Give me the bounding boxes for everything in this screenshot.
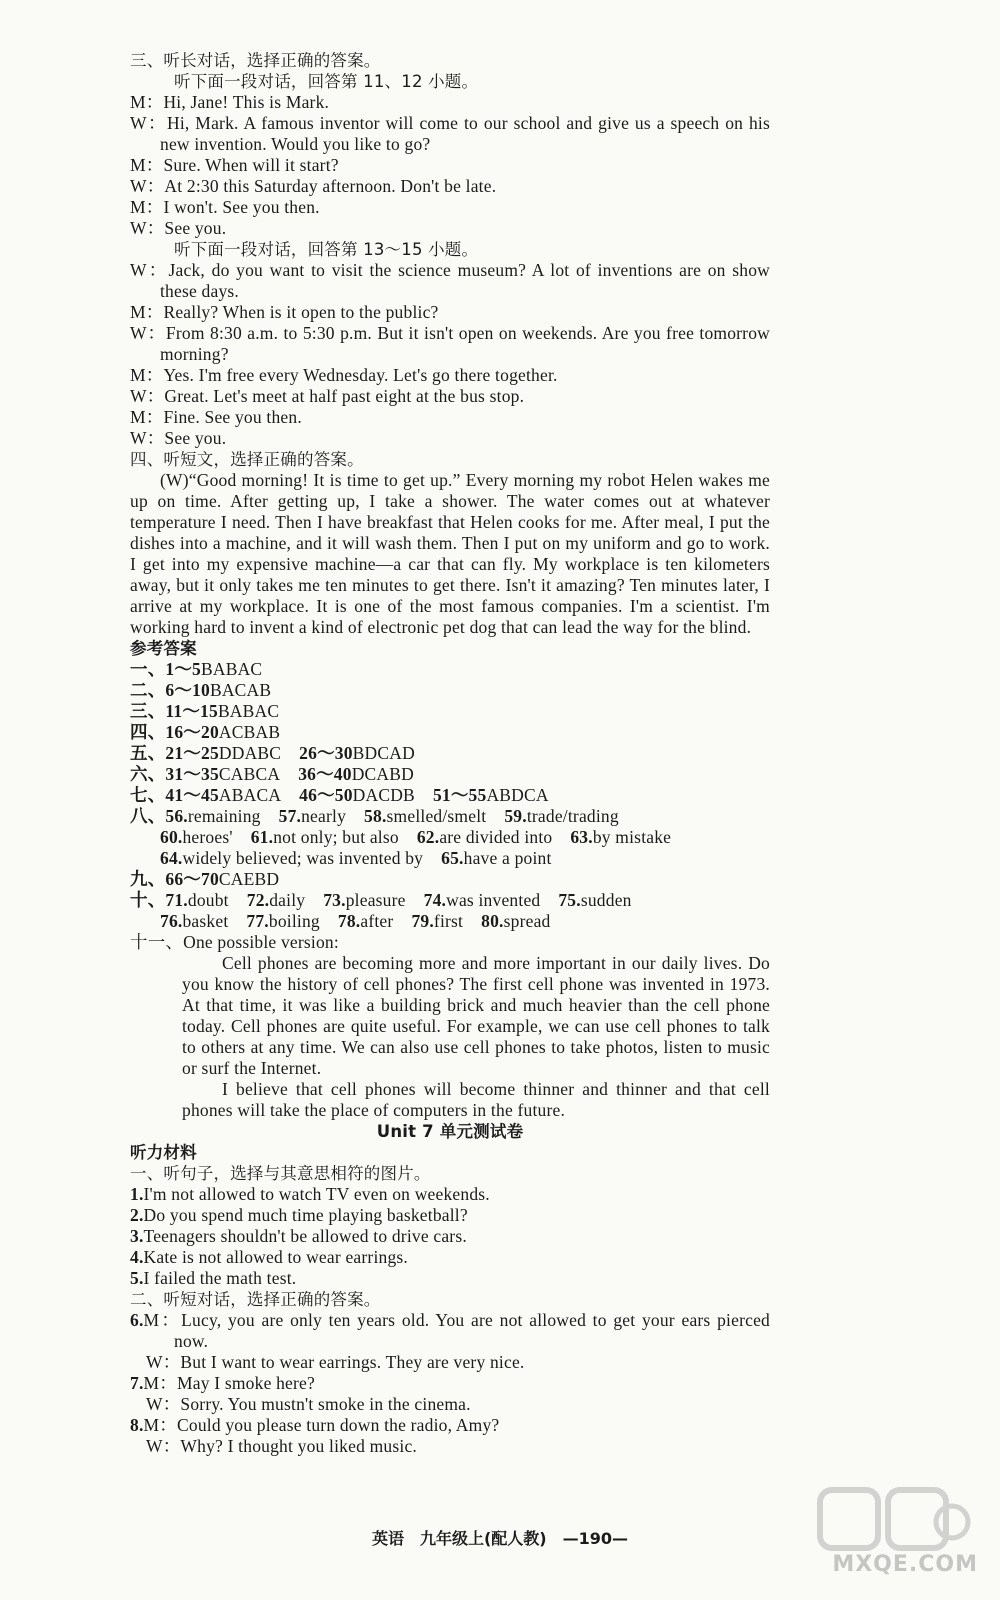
short-dialog-list [130,1310,770,1457]
answer-value: heroes' [182,827,233,847]
answer-value: ACBAB [218,722,281,742]
answer-value: remaining [187,806,261,826]
answer-number: 十、71. [130,890,188,910]
essay-paragraph-1 [130,953,770,1079]
answer-value: ABACA [218,785,282,805]
answer-number: 46～50 [299,785,353,805]
sentence-item [130,1247,770,1268]
answer-number: 九、66～70 [130,869,219,889]
section-11-label: 十一、One possible version: [130,932,339,952]
item-number: 2. [130,1205,144,1225]
item-number: 1. [130,1184,144,1204]
item-number: 4. [130,1247,144,1267]
page-footer: 英语 九年级上(配人教) —190— [371,1529,629,1548]
answer-value: CAEBD [218,869,280,889]
answer-value: DACDB [352,785,415,805]
answer-number: 62. [416,827,440,847]
answer-value: DDABC [218,743,282,763]
item-text: M：Lucy, you are only ten years old. You are not allowed to get your ears pierced now. [143,1310,770,1351]
answer-value: doubt [187,890,229,910]
dialog-1 [130,92,770,239]
answer-value: pleasure [345,890,406,910]
answer-number: 八、56. [130,806,188,826]
item-number: 6. [130,1310,144,1330]
answer-value: BACAB [209,680,272,700]
short-dialog-m [130,1310,770,1352]
short-dialog-w: W：Sorry. You mustn't smoke in the cinema. [146,1394,471,1414]
short-dialog-w: W：But I want to wear earrings. They are very nice. [146,1352,525,1372]
item-number: 3. [130,1226,144,1246]
short-dialog-w: W：Why? I thought you liked music. [146,1436,417,1456]
essay-text-2: I believe that cell phones will become thinner and thinner and that cell phones will take the place of computers in the future. [182,1079,770,1120]
item-text: I failed the math test. [143,1268,297,1288]
item-text: M：Could you please turn down the radio, Amy? [143,1415,500,1435]
answer-number: 64. [160,848,183,868]
answer-row [130,869,770,890]
answer-number: 76. [160,911,183,931]
answer-list [130,659,770,932]
dialog-2 [130,260,770,449]
dialog-line: M：Fine. See you then. [130,407,302,427]
answer-row [130,890,770,911]
answer-value: boiling [268,911,320,931]
answer-value: widely believed; was invented by [182,848,424,868]
item-text: M：May I smoke here? [143,1373,315,1393]
page-content [130,50,770,1457]
answer-value: CABCA [218,764,281,784]
item-number: 5. [130,1268,144,1288]
answer-number: 78. [337,911,361,931]
answer-value: BABAC [217,701,280,721]
answer-value: daily [269,890,306,910]
answer-value: BABAC [201,659,263,679]
dialog-line: M：Yes. I'm free every Wednesday. Let's go there together. [130,365,558,385]
answer-value: after [360,911,394,931]
answer-value: smelled/smelt [386,806,487,826]
answer-row [130,785,770,806]
answer-number: 26～30 [299,743,353,763]
answer-number: 72. [246,890,270,910]
answer-number: 58. [364,806,387,826]
item-text: I'm not allowed to watch TV even on weekends. [143,1184,490,1204]
sentence-item [130,1205,770,1226]
watermark-text: MXQE.COM [832,1552,978,1577]
dialog-line: M：Sure. When will it start? [130,155,339,175]
answer-number: 63. [570,827,593,847]
unit-7-title: Unit 7 单元测试卷 [376,1122,524,1141]
section-3-intro-2: 听下面一段对话，回答第 13～15 小题。 [174,240,479,259]
answer-value: by mistake [592,827,672,847]
sentence-item [130,1268,770,1289]
answer-value: DCABD [351,764,414,784]
answer-number: 73. [323,890,346,910]
item-text: Kate is not allowed to wear earrings. [143,1247,408,1267]
dialog-line: W：Jack, do you want to visit the science museum? A lot of inventions are on show these days. [130,260,770,301]
answer-number: 四、16～20 [130,722,219,742]
answer-row [130,764,770,785]
short-dialog-m [130,1373,770,1394]
answer-row [130,659,770,680]
answer-value: first [433,911,464,931]
sentence-list [130,1184,770,1289]
answer-number: 74. [423,890,447,910]
answer-value: spread [503,911,551,931]
answer-number: 51～55 [432,785,487,805]
answer-value: sudden [580,890,632,910]
answer-number: 60. [160,827,183,847]
dialog-line: W：Hi, Mark. A famous inventor will come to our school and give us a speech on his new invention. Would you like to go? [130,113,770,154]
sentence-item [130,1184,770,1205]
item-number: 8. [130,1415,144,1435]
item-number: 7. [130,1373,144,1393]
section-3-intro-1: 听下面一段对话，回答第 11、12 小题。 [174,72,479,91]
section-4-passage: (W)“Good morning! It is time to get up.” Every morning my robot Helen wakes me up on time. After getting up, I take a shower. The water comes out at whatever temperature I need. Then I have breakfast that Helen cooks for me. After meal, I put the dishes into a machine, and it will wash them. Then I put on my uniform and go to work. I get into my expensive machine—a car that can fly. My workplace is ten kilometers away, but it only takes me ten minutes to get there. Isn't it amazing? Ten minutes later, I arrive at my workplace. It is one of the most famous companies. I'm a scientist. I'm working hard to invent a kind of electronic pet dog that can lead the way for the blind. [130,470,770,637]
answer-number: 75. [558,890,581,910]
dialog-line: W：From 8:30 a.m. to 5:30 p.m. But it isn't open on weekends. Are you free tomorrow morning? [130,323,770,364]
answer-row [130,806,770,827]
answer-number: 七、41～45 [130,785,219,805]
answer-number: 61. [250,827,274,847]
item-text: Teenagers shouldn't be allowed to drive cars. [143,1226,467,1246]
item-text: Do you spend much time playing basketball? [143,1205,468,1225]
answer-number: 六、31～35 [130,764,219,784]
answer-value: not only; but also [273,827,399,847]
answer-number: 二、6～10 [130,680,210,700]
answer-row [130,743,770,764]
answer-value: was invented [446,890,541,910]
answer-number: 36～40 [298,764,352,784]
answer-value: have a point [463,848,552,868]
essay-text-1: Cell phones are becoming more and more important in our daily lives. Do you know the history of cell phones? The first cell phone was invented in 1973. At that time, it was like a building brick and much heavier than the cell phone today. Cell phones are quite useful. For example, we can use cell phones to talk to others at any time. We can also use cell phones to take photos, listen to music or surf the Internet. [182,953,770,1078]
answer-row [130,848,770,869]
essay-paragraph-2 [130,1079,770,1121]
answer-value: trade/trading [526,806,619,826]
answer-number: 五、21～25 [130,743,219,763]
answer-row [130,701,770,722]
answer-value: are divided into [439,827,553,847]
unit7-section-2-title: 二、听短对话，选择正确的答案。 [130,1290,381,1309]
dialog-line: W：See you. [130,218,227,238]
dialog-line: W：See you. [130,428,227,448]
dialog-line: M：Hi, Jane! This is Mark. [130,92,330,112]
dialog-line: W：At 2:30 this Saturday afternoon. Don't be late. [130,176,497,196]
dialog-line: M：Really? When is it open to the public? [130,302,439,322]
short-dialog-m [130,1415,770,1436]
answer-number: 80. [481,911,504,931]
answer-row [130,680,770,701]
answers-heading: 参考答案 [130,639,197,658]
answer-number: 57. [278,806,302,826]
section-3-title: 三、听长对话，选择正确的答案。 [130,51,381,70]
answer-row [130,722,770,743]
answer-row [130,827,770,848]
answer-number: 三、11～15 [130,701,218,721]
sentence-item [130,1226,770,1247]
answer-number: 65. [441,848,464,868]
unit7-section-1-title: 一、听句子，选择与其意思相符的图片。 [130,1164,431,1183]
answer-number: 一、1～5 [130,659,201,679]
answer-row [130,911,770,932]
answer-value: ABDCA [486,785,549,805]
answer-number: 79. [411,911,434,931]
dialog-line: W：Great. Let's meet at half past eight at the bus stop. [130,386,525,406]
answer-value: basket [182,911,229,931]
section-4-title: 四、听短文，选择正确的答案。 [130,450,364,469]
answer-value: BDCAD [352,743,415,763]
answer-number: 77. [246,911,269,931]
listening-heading: 听力材料 [130,1143,197,1162]
answer-number: 59. [504,806,527,826]
answer-value: nearly [301,806,347,826]
dialog-line: M：I won't. See you then. [130,197,320,217]
